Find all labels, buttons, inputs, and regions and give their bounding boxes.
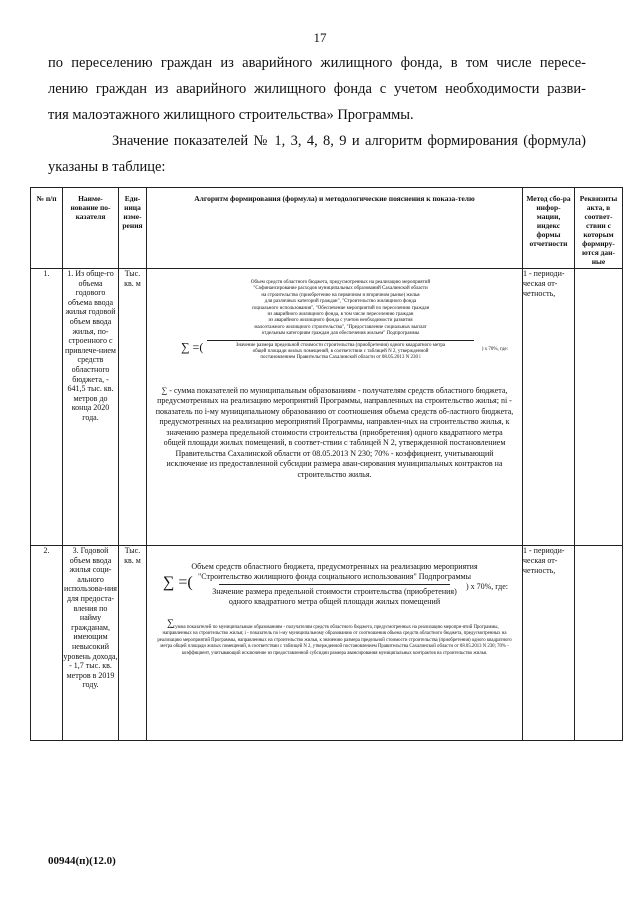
row-num: 2. [31,546,63,741]
formula-denominator-line: общей площади жилых помещений, в соответствии с таблицей N 2, утвержденной [252,349,429,355]
header-unit: Еди-ница изме-рения [119,188,147,269]
page-number: 17 [313,30,327,45]
formula-line: для различных категорий граждан", "Строительство жилищного фонда [264,299,417,305]
formula-explanation [157,618,512,657]
formula-line: "Софинансирование расходов муниципальных образований Сахалинской области [253,286,428,292]
indicator-unit: Тыс. кв. м [119,546,147,741]
indicator-name: 1. Из обще-го объема годового объема ввода жилья годовой объем ввода жилья, по-строенного с привлече-нием средств областного бюджета, - 641,5 тыс. кв. метров до конца 2020 года. [63,269,119,546]
indicator-name: 3. Годовой объем ввода жилья соци-ального использова-ния для предоста-вления по найму гражданам, имеющим невысокий уровень дохода, - 1,7 тыс. кв. метров в 2019 году. [63,546,119,741]
formula-line: из аварийного жилищного фонда, в том числе переселению граждан [267,312,414,318]
table-header-row [31,188,623,269]
formula-tail: ) x 70%, где: [481,347,508,352]
table-row [31,546,623,741]
intro-line-4: Значение показателей № 1, 3, 4, 8, 9 и алгоритм формирования (формула) [112,133,586,149]
requisites-cell [575,546,623,741]
formula-denominator-line: одного квадратного метра общей площади жилых помещений [228,597,441,606]
row-num: 1. [31,269,63,546]
fraction-bar [219,584,450,585]
indicators-table [30,187,623,741]
formula-denominator-line: постановлением Правительства Сахалинской области от 08.05.2013 N 230 i [260,355,421,361]
formula-line: на строительство (приобретение на первичном и вторичном рынке) жилья [261,292,420,298]
formula-line: Объем средств областного бюджета, предусмотренных на реализацию мероприятий [250,280,431,285]
collection-method: 1 - периоди-ческая от-четность, [523,269,575,546]
formula-line: "Строительство жилищного фонда социального использования" Подпрограммы [198,572,471,581]
header-requisites: Реквизиты акта, в соответ-ствии с которым формиру-ются дан-ные [575,188,623,269]
formula-denominator-line: Значение размера предельной стоимости строительства (приобретения) [212,587,457,596]
intro-line-2: лению граждан из аварийного жилищного фонда с учетом необходимости разви- [48,81,586,97]
algorithm-cell [147,546,523,741]
sigma-symbol: ∑ =( [163,574,193,591]
intro-text [48,50,586,180]
collection-method: 1 - периоди-ческая от-четность, [523,546,575,741]
formula-line: из аварийного жилищного фонда с учетом необходимости развития [268,318,413,324]
header-algorithm: Алгоритм формирования (формула) и методологические пояснения к показа-телю [147,188,523,269]
table-row [31,269,623,546]
formula-block [167,280,514,362]
formula-block [159,562,510,607]
sigma-symbol: ∑ [167,618,175,629]
fraction-bar [207,340,474,341]
header-name: Наиме-нование по-казателя [63,188,119,269]
formula-line: отдельным категориям граждан для обеспечения жильем" Подпрограммы [261,331,420,337]
formula-line: Объем средств областного бюджета, предусмотренных на реализацию мероприятия [191,562,478,571]
header-num: № п/п [31,188,63,269]
formula-tail: ) x 70%, где: [465,582,508,591]
document-code: 00944(п)(12.0) [48,855,116,867]
formula-line: социального использования", "Обеспечение мероприятий по переселению граждан [251,305,430,311]
indicator-unit: Тыс. кв. м [119,269,147,546]
intro-line-1: по переселению граждан из аварийного жилищного фонда, в том числе пересе- [48,55,586,71]
requisites-cell [575,269,623,546]
formula-explanation-text: - сумма показателей по муниципальным образованиям - получателям средств областного бюджета, предусмотренных на реализацию меропри-ятий Программы, направленных на строительство жилья; i - показатель по i-му муниципальному образованию от соотношения объема средств областного бюджета, предусмотренных на реализацию мероприятий Программы, направленных на строительство жилья, к значению размера предельной стоимости строительства (приобретения) одного квадратного метра общей площади жилых помещений, в соответствии с таблицей N 2, утвержденной постановлением Правительства Сахалинской области от 08.05.2013 N 230; 70% - коэффициент, учитывающий исключение из предоставленной субсидии размера авансирования муниципальных контрактов на строительство жилья. [157,625,512,656]
intro-line-5: указаны в таблице: [48,159,166,175]
formula-line: малоэтажного жилищного строительства", "Предоставление социальных выплат [254,324,427,330]
algorithm-cell [147,269,523,546]
sigma-symbol: ∑ =( [181,340,204,354]
header-method: Метод сбо-ра инфор-мации, индекс формы отчетности [523,188,575,269]
formula-denominator-line: Значение размера предельной стоимости строительства (приобретения) одного квадратного метра [235,342,446,348]
intro-line-3: тия малоэтажного жилищного строительства» Программы. [48,107,414,123]
formula-explanation: ∑ - сумма показателей по муниципальным образованиям - получателям средств областного бюджета, предусмотренных на реализацию мероприятий Программы, направленных на строительство жилья; ni - показатель по i-му муниципальному образованию от соотношения объема средств об-ластного бюджета, предусмотренных на реализацию мероприятий Программы, направлен-ных на строительство жилья, к значению размера предельной стоимости строительства (приобретения) одного квадратного метра общей площади жилых помещений, в соответ-ствии с таблицей N 2, утвержденной постановлением Правительства Сахалинской области от 08.05.2013 N 230; 70% - коэффициент, учитывающий исключение из предоставленной субсидии размера аван-сирования муниципальных контрактов на строительство жилья. [155,385,514,479]
